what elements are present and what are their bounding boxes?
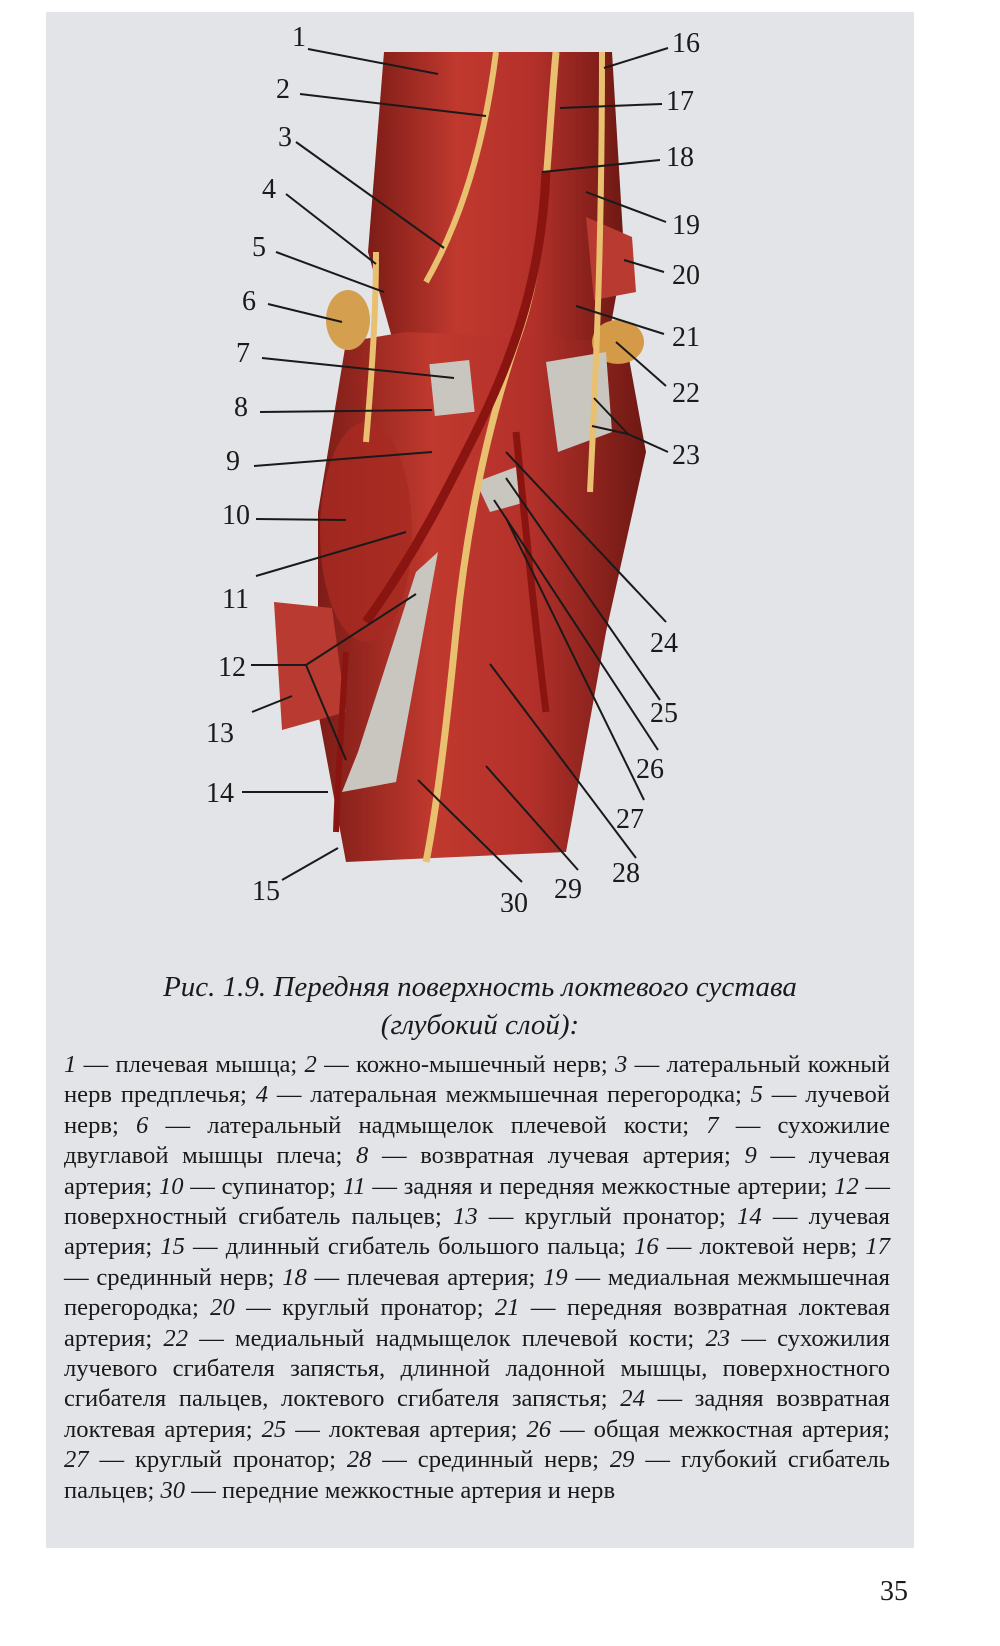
callout-21: 21 bbox=[672, 322, 700, 353]
legend-entry-number: 1 bbox=[64, 1051, 77, 1078]
legend-entry bbox=[526, 1416, 890, 1443]
legend-entry-number: 22 bbox=[163, 1324, 188, 1352]
legend-entry-text: — круглый пронатор; bbox=[477, 1203, 738, 1231]
brachialis-muscle-shape bbox=[368, 52, 624, 352]
legend-entry-text: — длинный сгибатель большого пальца; bbox=[184, 1233, 635, 1261]
callout-8: 8 bbox=[234, 392, 248, 423]
callout-14: 14 bbox=[206, 778, 234, 809]
legend-entry bbox=[262, 1416, 527, 1443]
callout-5: 5 bbox=[252, 232, 266, 263]
callout-22: 22 bbox=[672, 378, 700, 409]
callout-10: 10 bbox=[222, 500, 250, 531]
legend-entry-text: — медиальный надмыщелок плечевой кости; bbox=[187, 1324, 706, 1352]
legend-entry-text: — передние межкостные артерия и нерв bbox=[185, 1476, 616, 1504]
legend-entry-text: — лучевая артерия; bbox=[64, 1142, 890, 1200]
legend-entry bbox=[64, 1446, 347, 1473]
legend-entry-text: — возвратная лучевая артерия; bbox=[368, 1142, 745, 1170]
callout-27: 27 bbox=[616, 804, 644, 835]
callout-23: 23 bbox=[672, 440, 700, 471]
legend-entry-text: — круглый пронатор; bbox=[234, 1294, 495, 1322]
callout-1: 1 bbox=[292, 22, 306, 53]
legend-entry-text: — плечевая мышца; bbox=[76, 1051, 305, 1078]
callout-7: 7 bbox=[236, 338, 250, 369]
legend-entry bbox=[356, 1142, 744, 1169]
legend-entry-text: — передняя возвратная локтевая артерия; bbox=[64, 1294, 891, 1352]
legend-entry bbox=[64, 1051, 305, 1078]
legend-entry-number: 21 bbox=[494, 1294, 520, 1322]
legend-entry bbox=[256, 1081, 751, 1108]
callout-29: 29 bbox=[554, 874, 582, 905]
callout-4: 4 bbox=[262, 174, 276, 205]
legend-entry-text: — латеральный надмыщелок плечевой кости; bbox=[148, 1111, 707, 1139]
callout-13: 13 bbox=[206, 718, 234, 749]
caption-title: Рис. 1.9. Передняя поверхность локтевого сустава bbox=[163, 971, 797, 1003]
legend-entry-text: — глубокий сгибатель пальцев; bbox=[64, 1446, 891, 1504]
legend-entry-text: — лучевой нерв; bbox=[64, 1081, 890, 1139]
callout-11: 11 bbox=[222, 584, 249, 615]
legend-entry-number: 8 bbox=[356, 1142, 369, 1170]
callout-18: 18 bbox=[666, 142, 694, 173]
legend-entry-number: 2 bbox=[304, 1051, 317, 1078]
legend-entry-text: — плечевая артерия; bbox=[306, 1263, 544, 1291]
legend-entry-text: — задняя возвратная локтевая артерия; bbox=[64, 1385, 890, 1443]
legend-entry bbox=[282, 1264, 543, 1291]
legend-entry-number: 12 bbox=[834, 1172, 859, 1200]
legend-entry-number: 24 bbox=[620, 1385, 645, 1413]
callout-20: 20 bbox=[672, 260, 700, 291]
callout-16: 16 bbox=[672, 28, 700, 59]
legend-entry-text: — латеральный кожный нерв предплечья; bbox=[64, 1051, 890, 1109]
legend-entry-number: 18 bbox=[282, 1263, 307, 1291]
legend-entry-number: 16 bbox=[634, 1233, 659, 1261]
anatomy-illustration bbox=[46, 12, 914, 912]
page-number: 35 bbox=[880, 1576, 908, 1607]
legend-entry-text: — кожно-мышечный нерв; bbox=[316, 1051, 616, 1078]
callout-12: 12 bbox=[218, 652, 246, 683]
legend-entry-text: — супинатор; bbox=[183, 1172, 343, 1200]
legend-entry-text: — локтевая артерия; bbox=[286, 1415, 527, 1443]
callout-6: 6 bbox=[242, 286, 256, 317]
legend-entry-number: 5 bbox=[750, 1081, 763, 1109]
legend-entry-number: 17 bbox=[865, 1233, 890, 1261]
legend-entry-number: 6 bbox=[136, 1111, 149, 1139]
callout-17: 17 bbox=[666, 86, 694, 117]
figure-caption bbox=[60, 968, 900, 1044]
legend-entry-number: 15 bbox=[160, 1233, 185, 1261]
legend-entry bbox=[160, 1233, 634, 1260]
callout-28: 28 bbox=[612, 858, 640, 889]
callout-19: 19 bbox=[672, 210, 700, 241]
legend-entry-text: — локтевой нерв; bbox=[658, 1233, 866, 1261]
legend-entry-text: — срединный нерв; bbox=[371, 1446, 610, 1474]
legend-entry-text: — срединный нерв; bbox=[64, 1263, 283, 1291]
legend-entry-number: 11 bbox=[342, 1172, 366, 1200]
legend-entry-number: 9 bbox=[744, 1142, 757, 1170]
legend-entry-text: — медиальная межмышечная перегородка; bbox=[64, 1263, 890, 1322]
legend-entry-number: 19 bbox=[543, 1263, 568, 1291]
legend-entry bbox=[210, 1294, 495, 1321]
callout-25: 25 bbox=[650, 698, 678, 729]
legend-entry bbox=[453, 1203, 737, 1230]
callout-15: 15 bbox=[252, 876, 280, 907]
callout-3: 3 bbox=[278, 122, 292, 153]
legend-entry-number: 28 bbox=[346, 1446, 372, 1474]
callout-24: 24 bbox=[650, 628, 678, 659]
legend-entry-text: — круглый пронатор; bbox=[88, 1446, 347, 1474]
callout-26: 26 bbox=[636, 754, 664, 785]
legend-entry-number: 13 bbox=[453, 1203, 478, 1231]
legend-entry-number: 26 bbox=[526, 1415, 552, 1443]
figure-legend bbox=[64, 1050, 890, 1506]
caption-subtitle: (глубокий слой): bbox=[380, 1009, 580, 1041]
legend-entry bbox=[343, 1173, 834, 1200]
legend-entry bbox=[136, 1112, 706, 1139]
legend-entry-number: 30 bbox=[160, 1476, 186, 1504]
legend-entry-text: — латеральная межмышечная перегородка; bbox=[268, 1081, 751, 1109]
legend-entry-text: — задняя и передняя межкостные артерии; bbox=[365, 1172, 835, 1200]
legend-entry-number: 25 bbox=[261, 1415, 287, 1443]
legend-entry-number: 29 bbox=[609, 1446, 635, 1474]
legend-entry-number: 14 bbox=[737, 1203, 762, 1231]
legend-entry-text: — общая межкостная артерия; bbox=[551, 1415, 891, 1443]
callout-2: 2 bbox=[276, 74, 290, 105]
legend-entry bbox=[305, 1051, 615, 1078]
pronator-flap-right bbox=[586, 217, 636, 300]
legend-entry-text: — лучевая артерия; bbox=[64, 1203, 890, 1261]
legend-entry bbox=[163, 1325, 705, 1352]
legend-entry bbox=[160, 1477, 615, 1504]
legend-entry-number: 20 bbox=[210, 1294, 235, 1322]
biceps-tendon-shape bbox=[429, 360, 474, 416]
legend-entry-number: 23 bbox=[705, 1324, 731, 1352]
legend-entry bbox=[347, 1446, 610, 1473]
callout-30: 30 bbox=[500, 888, 528, 912]
callout-9: 9 bbox=[226, 446, 240, 477]
legend-entry-text: — сухожилия лучевого сгибателя запястья, длинной ладонной мышцы, поверхностного сгибателя пальцев, локтевого сгибателя запястья; bbox=[64, 1324, 890, 1413]
legend-entry-number: 4 bbox=[255, 1081, 268, 1109]
legend-entry-number: 7 bbox=[706, 1111, 719, 1139]
legend-entry-text: — сухожилие двуглавой мышцы плеча; bbox=[64, 1111, 890, 1170]
legend-entry bbox=[159, 1173, 343, 1200]
legend-entry-number: 10 bbox=[158, 1172, 184, 1200]
legend-entry-number: 27 bbox=[64, 1446, 89, 1474]
legend-entry-text: — поверхностный сгибатель пальцев; bbox=[64, 1172, 890, 1231]
legend-entry bbox=[634, 1233, 865, 1260]
legend-entry-number: 3 bbox=[615, 1051, 628, 1078]
